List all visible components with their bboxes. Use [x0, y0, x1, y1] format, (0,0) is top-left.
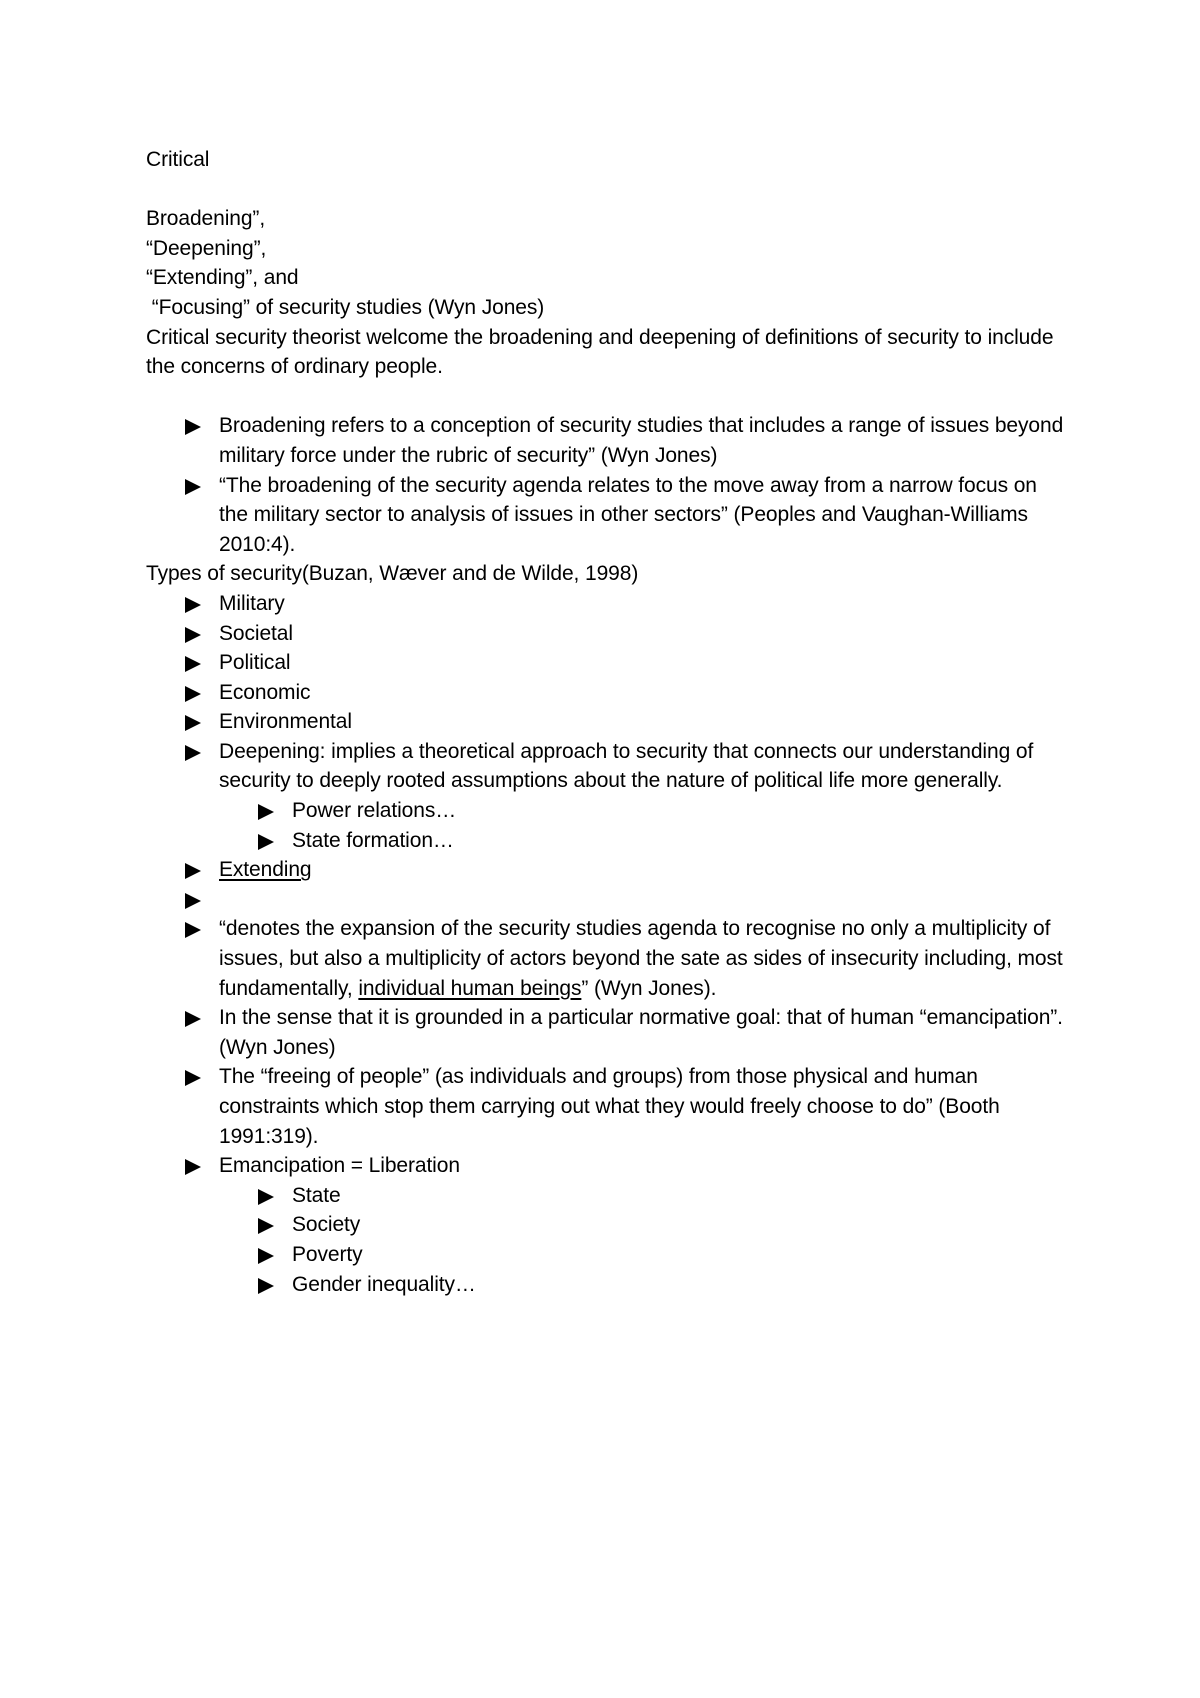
- list-item: [146, 1210, 1066, 1240]
- types-heading: Types of security(Buzan, Wæver and de Wilde, 1998): [146, 562, 639, 586]
- document-title: Critical: [146, 148, 210, 171]
- arrow-bullet-icon: [185, 419, 201, 435]
- arrow-bullet-icon: [185, 863, 201, 879]
- emancipation-sub-gender: Gender inequality…: [292, 1272, 476, 1296]
- arrow-bullet-icon: [185, 1159, 201, 1175]
- list-item: [146, 914, 1066, 1003]
- arrow-bullet-icon: [185, 1070, 201, 1086]
- list-item: [146, 1240, 1066, 1270]
- list-item: [146, 796, 1066, 826]
- arrow-bullet-icon: [185, 686, 201, 702]
- arrow-bullet-icon: [185, 715, 201, 731]
- emancipation-sub-poverty: Poverty: [292, 1242, 363, 1266]
- deepening-definition: Deepening: implies a theoretical approach to security that connects our understanding of security to deeply rooted assumptions about the nature of political life more generally.: [219, 739, 1034, 793]
- extending-quote-underlined: individual human beings: [358, 976, 582, 1000]
- list-item: [146, 589, 1066, 619]
- list-item: [146, 411, 1066, 470]
- document-content: [146, 145, 1066, 1299]
- extending-label: Extending: [219, 858, 312, 882]
- broadening-definition: Broadening refers to a conception of security studies that includes a range of issues beyond military force under the rubric of security” (Wyn Jones): [219, 414, 1064, 467]
- list-item: [146, 648, 1066, 678]
- list-item: [146, 826, 1066, 856]
- intro-paragraph: Critical security theorist welcome the broadening and deepening of definitions of security to include the concerns of ordinary people.: [146, 325, 1060, 379]
- type-political: Political: [219, 651, 291, 675]
- arrow-bullet-icon: [185, 627, 201, 643]
- arrow-bullet-icon: [258, 834, 274, 850]
- list-item: [146, 1270, 1066, 1300]
- arrow-bullet-icon: [185, 656, 201, 672]
- blank-line: [146, 175, 1066, 205]
- arrow-bullet-icon: [185, 922, 201, 938]
- list-item: [146, 619, 1066, 649]
- list-item: [146, 1151, 1066, 1181]
- list-item: [146, 1003, 1066, 1062]
- freeing-quote: The “freeing of people” (as individuals and groups) from those physical and human constraints which stop them carrying out what they would freely choose to do” (Booth 1991:319).: [219, 1065, 1000, 1148]
- type-economic: Economic: [219, 680, 311, 704]
- deepening-sub-power: Power relations…: [292, 799, 457, 823]
- list-item: [146, 737, 1066, 796]
- arrow-bullet-icon: [185, 1011, 201, 1027]
- term-deepening: “Deepening”,: [146, 236, 267, 260]
- arrow-bullet-icon: [258, 804, 274, 820]
- list-item: [146, 707, 1066, 737]
- arrow-bullet-icon: [185, 597, 201, 613]
- list-item: [146, 885, 1066, 915]
- type-military: Military: [219, 591, 285, 615]
- blank-line: [146, 382, 1066, 412]
- arrow-bullet-icon: [185, 479, 201, 495]
- type-environmental: Environmental: [219, 710, 352, 734]
- term-focusing: “Focusing” of security studies (Wyn Jones): [146, 295, 545, 319]
- list-item: [146, 1181, 1066, 1211]
- arrow-bullet-icon: [258, 1189, 274, 1205]
- arrow-bullet-icon: [258, 1278, 274, 1294]
- emancipation-sense: In the sense that it is grounded in a particular normative goal: that of human “emancipation”. (Wyn Jones): [219, 1006, 1063, 1059]
- term-extending: “Extending”, and: [146, 266, 299, 290]
- broadening-quote: “The broadening of the security agenda relates to the move away from a narrow focus on the military sector to analysis of issues in other sectors” (Peoples and Vaughan-Williams 2010:4).: [219, 473, 1037, 556]
- term-broadening: Broadening”,: [146, 207, 266, 231]
- list-item: [146, 471, 1066, 560]
- list-item: [146, 855, 1066, 885]
- emancipation-sub-state: State: [292, 1183, 341, 1207]
- emancipation-sub-society: Society: [292, 1213, 361, 1237]
- extending-quote: [219, 917, 1063, 999]
- type-societal: Societal: [219, 621, 293, 645]
- list-item: [146, 678, 1066, 708]
- emancipation-equation: Emancipation = Liberation: [219, 1154, 460, 1178]
- arrow-bullet-icon: [185, 745, 201, 761]
- deepening-sub-state: State formation…: [292, 828, 454, 852]
- extending-quote-start: “denotes the expansion of the security studies agenda to recognise no only a multiplicity of issues, but also a multiplicity of actors beyond the sate as sides of insecurity including, most fundamentally,: [219, 917, 1063, 1000]
- arrow-bullet-icon: [185, 893, 201, 909]
- extending-quote-end: ” (Wyn Jones).: [581, 976, 717, 1000]
- arrow-bullet-icon: [258, 1218, 274, 1234]
- list-item: [146, 1062, 1066, 1151]
- arrow-bullet-icon: [258, 1248, 274, 1264]
